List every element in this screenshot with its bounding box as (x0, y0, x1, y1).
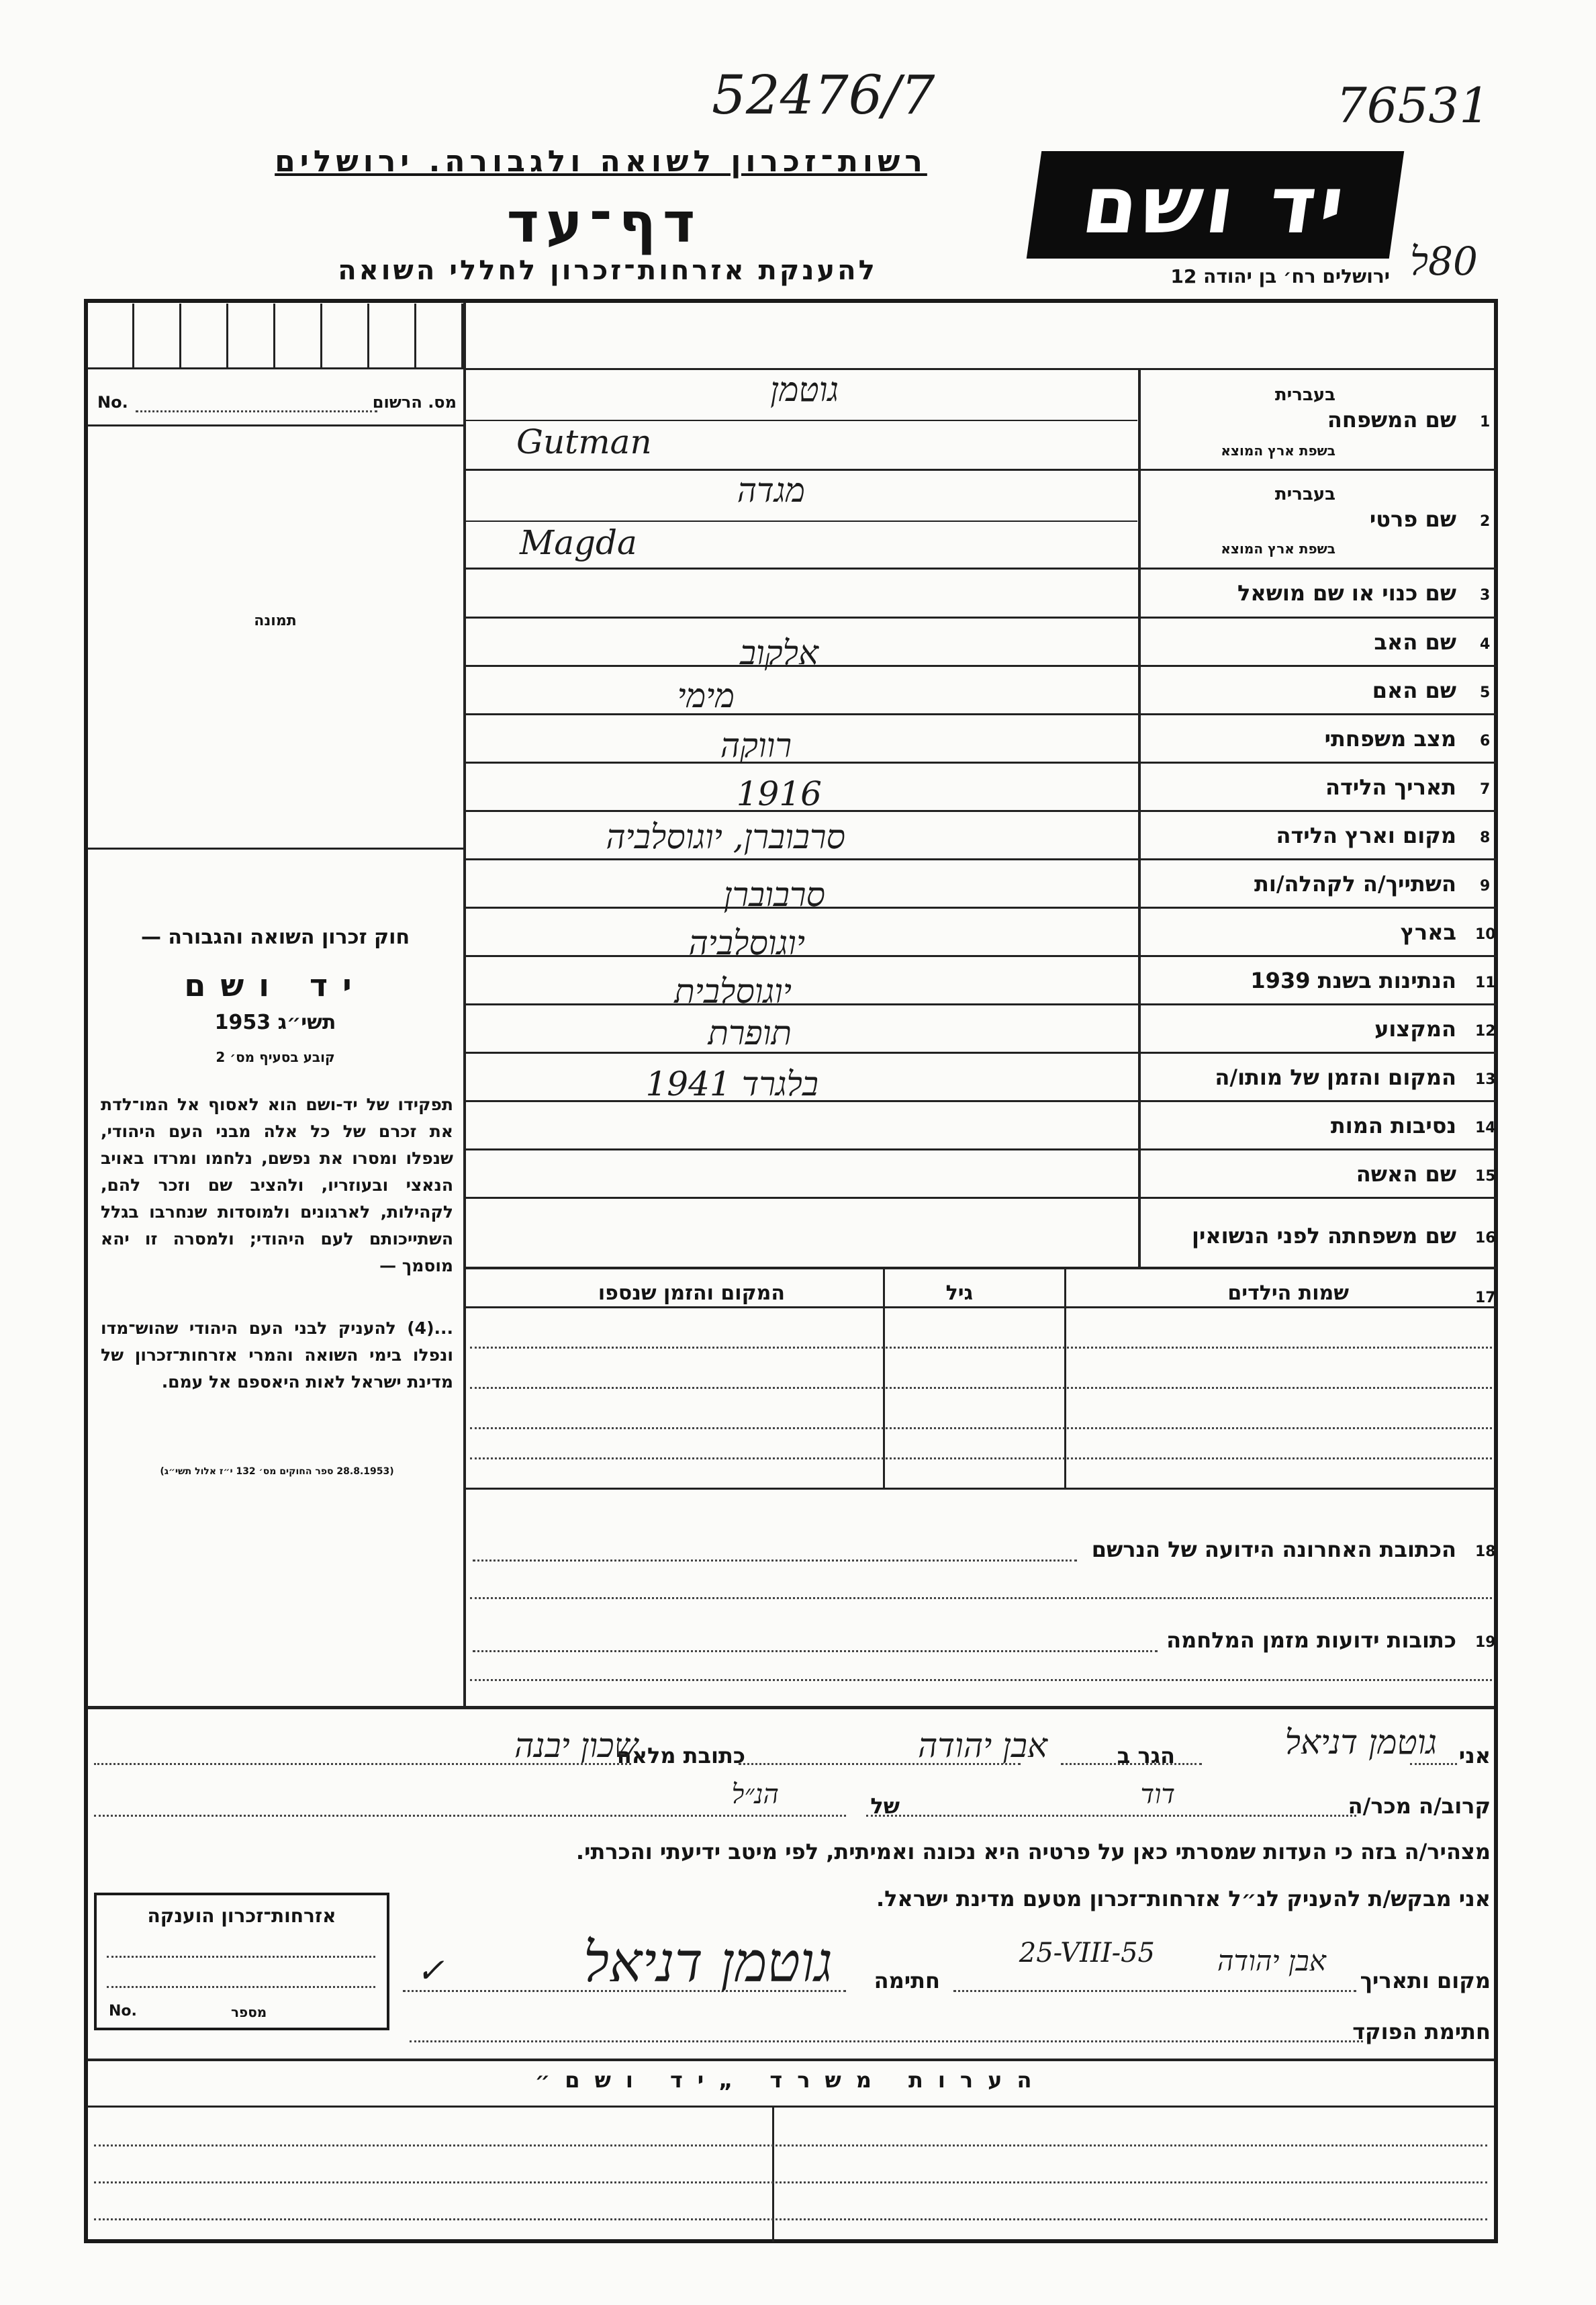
law-paragraph-2: ...(4) להעניק לבני העם היהודי שהוש־מדו ונפלו בימי השואה והמרי אזרחות־זכרון של מדינת ישראל לאות היאספם אל עמם. (101, 1318, 453, 1392)
field-15-label: שם האשה (1356, 1161, 1456, 1187)
field-5-value: מימי (677, 676, 735, 715)
field-1-sub-origin: בשפת ארץ המוצא (1221, 443, 1335, 459)
field-2-value-origin: Magda (520, 523, 637, 562)
archive-page-number: 76531 (1336, 77, 1491, 134)
law-name: יד ושם (184, 967, 367, 1003)
field-marital-status[interactable] (466, 715, 1497, 765)
field-16-number: 16 (1475, 1230, 1496, 1247)
field-1-label: שם המשפחה (1327, 407, 1456, 433)
last-address-number: 18 (1475, 1543, 1496, 1560)
field-2-sub-origin: בשפת ארץ המוצא (1221, 541, 1335, 557)
field-5-label: שם האם (1372, 678, 1456, 703)
declaration-line-1[interactable] (94, 1723, 1491, 1776)
field-7-label: תאריך הלידה (1325, 774, 1456, 800)
officer-signature-label: חתימת הפוקד (1352, 2019, 1491, 2044)
field-8-label: מקום וארץ הלידה (1276, 823, 1456, 848)
children-number: 17 (1475, 1290, 1496, 1306)
field-profession[interactable] (466, 1005, 1497, 1052)
field-nationality-1939[interactable] (466, 957, 1497, 1011)
children-names-header: שמות הילדים (1227, 1281, 1349, 1305)
code-boxes (87, 304, 463, 369)
archive-file-number: 52476/7 (712, 64, 935, 126)
declaration-statement-1: מצהיר/ה בזה כי העדות שמסרתי כאן על פרטיה היא נכונה ואמיתית, לפי מיטב ידיעתי והכרתי. (575, 1839, 1491, 1864)
field-family-name[interactable] (466, 370, 1497, 469)
field-11-number: 11 (1475, 975, 1496, 991)
declaration-statement-2: אני מבקש/ת להעניק לנ״ל אזרחות־זכרון מטעם מדינת ישראל. (876, 1886, 1491, 1911)
signature-label: חתימה (874, 1968, 940, 1993)
field-4-label: שם האב (1374, 629, 1456, 655)
place-date-label: מקום ותאריך (1360, 1968, 1491, 1993)
field-12-number: 12 (1475, 1023, 1496, 1040)
signature-value: גוטמן דניאל (583, 1931, 833, 1995)
field-death-place-time[interactable] (466, 1054, 1497, 1101)
date-value: 25-VIII-55 (1019, 1938, 1155, 1969)
field-1-value-hebrew: גוטמן (770, 370, 839, 409)
law-clause: קובע בסעיף מס׳ 2 (216, 1049, 335, 1065)
field-3-number: 3 (1480, 587, 1491, 604)
citizenship-stamp-box (94, 1893, 389, 2030)
last-address-label: הכתובת האחרונה הידועה של הנרשם (1091, 1537, 1456, 1562)
field-13-label: המקום והזמן של מותו/ה (1215, 1065, 1456, 1090)
resides-value: אבן יהודה (917, 1726, 1047, 1765)
field-7-value: 1916 (736, 774, 822, 813)
field-8-number: 8 (1480, 829, 1491, 846)
field-11-value: יוגוסלבית (674, 972, 792, 1011)
relation-label: קרוב/ה מכר/ה (1348, 1793, 1491, 1819)
field-9-label: השתייך/ה לקהלה/ות (1254, 871, 1456, 897)
field-11-label: הנתינות בשנת 1939 (1250, 968, 1456, 993)
field-16-label: שם משפחתה לפני הנשואין (1191, 1223, 1456, 1249)
field-3-label: שם כנוי או שם מושאל (1237, 580, 1456, 606)
field-6-value: רווקה (720, 726, 792, 765)
field-father-name[interactable] (466, 619, 1497, 672)
officer-signature[interactable] (403, 2008, 1491, 2048)
field-12-value: תופרת (708, 1013, 792, 1052)
field-4-value: אלקוב (739, 633, 818, 672)
field-2-label: שם פרטי (1369, 506, 1456, 532)
field-country[interactable] (466, 909, 1497, 962)
field-death-circumstances[interactable] (466, 1102, 1497, 1149)
office-notes-area[interactable] (87, 2108, 1494, 2239)
full-address-value: שכון יבנה (514, 1726, 638, 1765)
stamp-number-label: מספר (231, 2004, 267, 2020)
field-2-sub-hebrew: בעברית (1274, 484, 1335, 504)
registration-label: מס. הרשום (372, 393, 457, 412)
field-birth-date[interactable] (466, 764, 1497, 811)
field-6-label: מצב משפחתי (1324, 726, 1456, 752)
check-mark-icon: ✓ (416, 1951, 444, 1990)
declarant-label: אני (1458, 1743, 1491, 1768)
field-14-number: 14 (1475, 1120, 1496, 1136)
wartime-address-label: כתובות ידועות מזמן המלחמה (1166, 1627, 1456, 1653)
field-13-value: בלגרד 1941 (645, 1065, 818, 1103)
field-10-number: 10 (1475, 926, 1496, 943)
place-date-signature[interactable] (403, 1931, 1491, 1998)
field-8-value: סרבוברן, יוגוסלביה (606, 817, 845, 856)
field-1-number: 1 (1480, 414, 1491, 431)
field-2-value-hebrew: מגדה (737, 471, 805, 510)
registration-no-label: No. (97, 393, 128, 412)
law-reference: (28.8.1953 ספר החוקים מס׳ 132 י״ז אלול תשי״ג) (160, 1466, 394, 1477)
full-address-label: כתובת מלאה (616, 1743, 745, 1768)
authority-heading: רשות־זכרון לשואה ולגבורה. ירושלים (275, 144, 927, 179)
children-age-header: גיל (945, 1281, 973, 1305)
children-place-header: המקום והזמן שנספו (598, 1281, 785, 1305)
field-mother-name[interactable] (466, 667, 1497, 714)
law-heading: חוק זכרון השואה והגבורה — (140, 925, 410, 949)
field-1-sub-hebrew: בעברית (1274, 385, 1335, 405)
declarant-name: גוטמן דניאל (1284, 1723, 1437, 1762)
field-community[interactable] (466, 860, 1497, 914)
field-9-value: סרבוברן (723, 875, 825, 914)
office-notes-title: הערות משרד „יד ושם״ (534, 2067, 1047, 2093)
registration-field[interactable] (94, 393, 457, 420)
field-15-number: 15 (1475, 1168, 1496, 1185)
field-wife-name[interactable] (466, 1150, 1497, 1197)
declaration-line-2[interactable] (94, 1778, 1491, 1825)
yad-vashem-logo (1027, 151, 1404, 259)
photo-label: תמונה (254, 613, 297, 629)
field-alias[interactable] (466, 570, 1497, 617)
field-6-number: 6 (1480, 733, 1491, 750)
field-7-number: 7 (1480, 781, 1491, 798)
field-13-number: 13 (1475, 1071, 1496, 1088)
field-14-label: נסיבות המות (1330, 1113, 1456, 1138)
field-4-number: 4 (1480, 636, 1491, 653)
address-line: ירושלים רח׳ בן יהודה 12 (1170, 265, 1390, 287)
law-year: תשי״ג 1953 (214, 1011, 336, 1034)
field-maiden-name[interactable] (466, 1199, 1497, 1266)
form-title: דף־עד (506, 191, 702, 255)
field-9-number: 9 (1480, 878, 1491, 895)
law-paragraph-1: תפקידו של יד-ושם הוא לאסוף אל המו־לדת את זכרם של כל אלה מבני העם היהודי, שנפלו ומסרו את נפשם, נלחמו ומרדו באויב הנאצי ובעוזריו, ולהציב שם וזכר להם, לקהילות, לארגונים ולמוסדות שנחרבו בגלל השתייכותם לעם היהודי; ולמסרה זו יהא מוסמך — (101, 1095, 453, 1275)
stamp-box-title: אזרחות־זכרון הוענקה (147, 1905, 336, 1927)
field-10-value: יוגוסלביה (688, 923, 805, 962)
field-12-label: המקצוע (1374, 1016, 1456, 1042)
of-value: הנ״ל (731, 1779, 779, 1810)
field-1-value-origin: Gutman (516, 422, 652, 461)
wartime-addresses[interactable] (466, 1609, 1497, 1656)
form-subtitle: להענקת אזרחות־זכרון לחללי השואה (338, 255, 878, 286)
field-2-number: 2 (1480, 513, 1491, 530)
wartime-address-number: 19 (1475, 1634, 1496, 1651)
field-5-number: 5 (1480, 684, 1491, 701)
logo-text: יד ושם (1076, 159, 1354, 251)
field-birth-place[interactable] (466, 812, 1497, 859)
resides-label: הגר ב (1117, 1743, 1175, 1768)
field-10-label: בארץ (1400, 919, 1456, 945)
field-first-name[interactable] (466, 471, 1497, 568)
relation-value: דוד (1140, 1779, 1175, 1810)
place-value: אבן יהודה (1217, 1944, 1326, 1977)
archive-side-mark: 80ל (1410, 238, 1478, 284)
children-table[interactable] (466, 1269, 1497, 1488)
stamp-no-label: No. (109, 2003, 137, 2020)
of-label: של (870, 1793, 900, 1819)
last-known-address[interactable] (466, 1518, 1497, 1565)
